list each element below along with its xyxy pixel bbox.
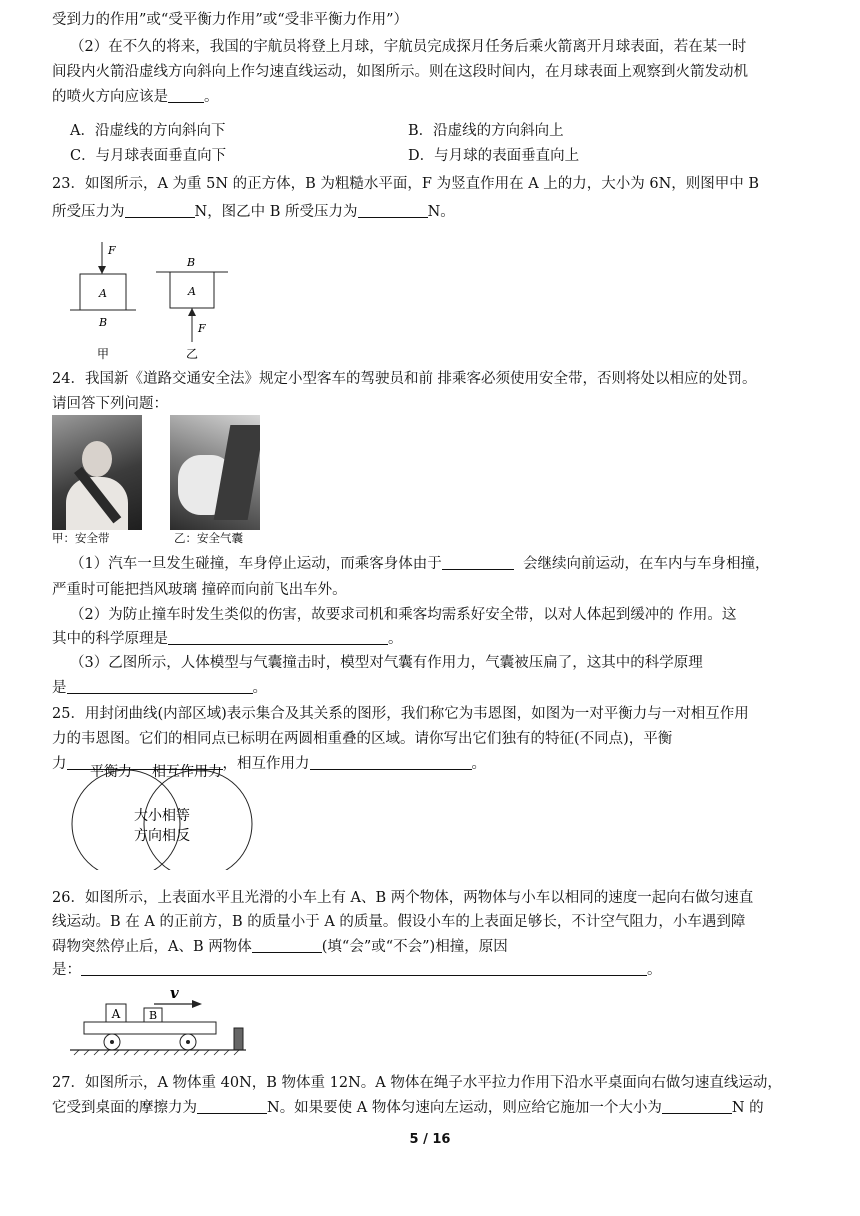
block-a-label: A [111,1007,121,1021]
text-line [52,200,455,224]
text-line: 请回答下列问题： [52,396,168,412]
text-line [52,627,403,651]
answer-blank[interactable] [662,1098,732,1114]
wheel-axle [186,1040,190,1044]
option-b: B．沿虚线的方向斜向上 [408,123,564,139]
text-line: 受到力的作用”或“受平衡力作用”或“受非平衡力作用”） [52,12,409,28]
figure-label: 乙 [185,347,199,361]
text-line [52,676,267,700]
text-line: （2）为防止撞车时发生类似的伤害，故要求司机和乘客均需系好安全带，以对人体起到缓冲的 作用。这 [70,607,737,623]
answer-blank[interactable] [168,629,388,645]
surface-label: B [98,316,108,329]
page-number: 5 / 16 [409,1132,451,1147]
text-line: 线运动。B 在 A 的正前方，B 的质量小于 A 的质量。假设小车的上表面足够长，不计空气阻力，小车遇到障 [52,914,746,930]
text-line [52,85,219,109]
text-line: 27．如图所示，A 物体重 40N，B 物体重 12N。A 物体在绳子水平拉力作用下沿水平桌面向右做匀速直线运动， [52,1075,782,1091]
person-head-shape [82,441,112,477]
text-line [52,958,662,982]
text-segment: (填“会”或“不会”)相撞，原因 [321,939,508,955]
option-c: C．与月球表面垂直向下 [70,148,227,164]
airbag-photo [170,415,260,530]
arrow-head [188,308,196,316]
answer-blank[interactable] [252,937,322,953]
cart-body [84,1022,216,1034]
diagram-jia [70,242,136,361]
text-segment: 。 [388,631,403,647]
force-label: F [198,322,206,335]
option-a: A．沿虚线的方向斜向下 [70,123,226,139]
text-line [52,1096,764,1120]
text-segment: 是 [52,680,67,696]
answer-blank[interactable] [67,678,253,694]
text-line [52,935,508,959]
text-line: 25．用封闭曲线(内部区域)表示集合及其关系的图形，我们称它为韦恩图，如图为一对平衡力与一对相互作用 [52,706,749,722]
text-segment: 所受压力为 [52,204,125,220]
surface-label: B [186,256,196,269]
answer-blank[interactable] [442,554,514,570]
venn-overlap-text: 方向相反 [134,828,190,844]
text-line: 24．我国新《道路交通安全法》规定小型客车的驾驶员和前 排乘客必须使用安全带，否则将处以相应的处罚。 [52,371,757,387]
text-line [70,552,769,576]
venn-label-balanced-force: 平衡力 [90,764,132,780]
block-label: A [99,287,107,300]
option-d: D．与月球的表面垂直向上 [408,148,580,164]
text-line: （3）乙图所示，人体模型与气囊撞击时，模型对气囊有作用力，气囊被压扁了，这其中的科学原理 [70,655,703,671]
figure-label: 甲 [96,347,110,361]
text-segment: 。 [471,756,486,772]
text-segment: 。 [204,89,219,105]
text-line: 力的韦恩图。它们的相同点已标明在两圆相重叠的区域。请你写出它们独有的特征(不同点)，平衡 [52,731,673,747]
text-segment: 是： [52,962,81,978]
text-segment: 。 [252,680,267,696]
force-label: F [108,244,116,257]
answer-blank[interactable] [81,960,647,976]
text-segment: 碍物突然停止后，A、B 两物体 [52,939,252,955]
text-line: （2）在不久的将来，我国的宇航员将登上月球，宇航员完成探月任务后乘火箭离开月球表面，若在某一时 [70,39,747,55]
text-segment: （1）汽车一旦发生碰撞，车身停止运动，而乘客身体由于 [70,556,442,572]
force-diagram-figure [66,238,246,363]
answer-blank[interactable] [310,754,472,770]
venn-diagram [66,760,256,870]
text-segment: 。 [647,962,662,978]
text-segment: N 的 [731,1100,764,1116]
text-line: 间段内火箭沿虚线方向斜向上作匀速直线运动，如图所示。则在这段时间内，在月球表面上观察到火箭发动机 [52,64,748,80]
text-segment: ，相互作用力 [222,756,310,772]
text-segment: 其中的科学原理是 [52,631,168,647]
ground-hatching [74,1050,239,1055]
photo-caption: 甲：安全带 [52,531,110,545]
answer-blank[interactable] [197,1098,267,1114]
arrow-head [98,266,106,274]
text-segment: N。如果要使 A 物体匀速向左运动，则应给它施加一个大小为 [267,1100,662,1116]
block-b-label: B [148,1009,158,1022]
wheel-axle [110,1040,114,1044]
obstacle [234,1028,243,1050]
cart-diagram [70,982,270,1058]
block-label: A [188,285,196,298]
arrow-head [192,1000,202,1008]
seatbelt-photo [52,415,142,530]
text-segment: 的喷火方向应该是 [52,89,168,105]
answer-blank[interactable] [358,202,428,218]
text-line: 23．如图所示，A 为重 5N 的正方体，B 为粗糙水平面，F 为竖直作用在 A 上的力，大小为 6N，则图甲中 B [52,176,760,192]
answer-blank[interactable] [168,87,204,103]
text-segment: 它受到桌面的摩擦力为 [52,1100,197,1116]
text-segment: 会继续向前运动，在车内与车身相撞， [522,556,770,572]
text-segment: 力 [52,756,67,772]
text-line: 26．如图所示，上表面水平且光滑的小车上有 A、B 两个物体，两物体与小车以相同的速度一起向右做匀速直 [52,890,754,906]
text-segment: N。 [427,204,455,220]
venn-overlap-text: 大小相等 [134,808,190,824]
velocity-label: v [170,984,179,1002]
venn-label-interaction-force: 相互作用力 [152,764,222,780]
diagram-yi [156,256,228,361]
photo-caption: 乙：安全气囊 [174,531,243,545]
text-line: 严重时可能把挡风玻璃 撞碎而向前飞出车外。 [52,582,347,598]
text-segment: N，图乙中 B 所受压力为 [194,204,358,220]
answer-blank[interactable] [125,202,195,218]
